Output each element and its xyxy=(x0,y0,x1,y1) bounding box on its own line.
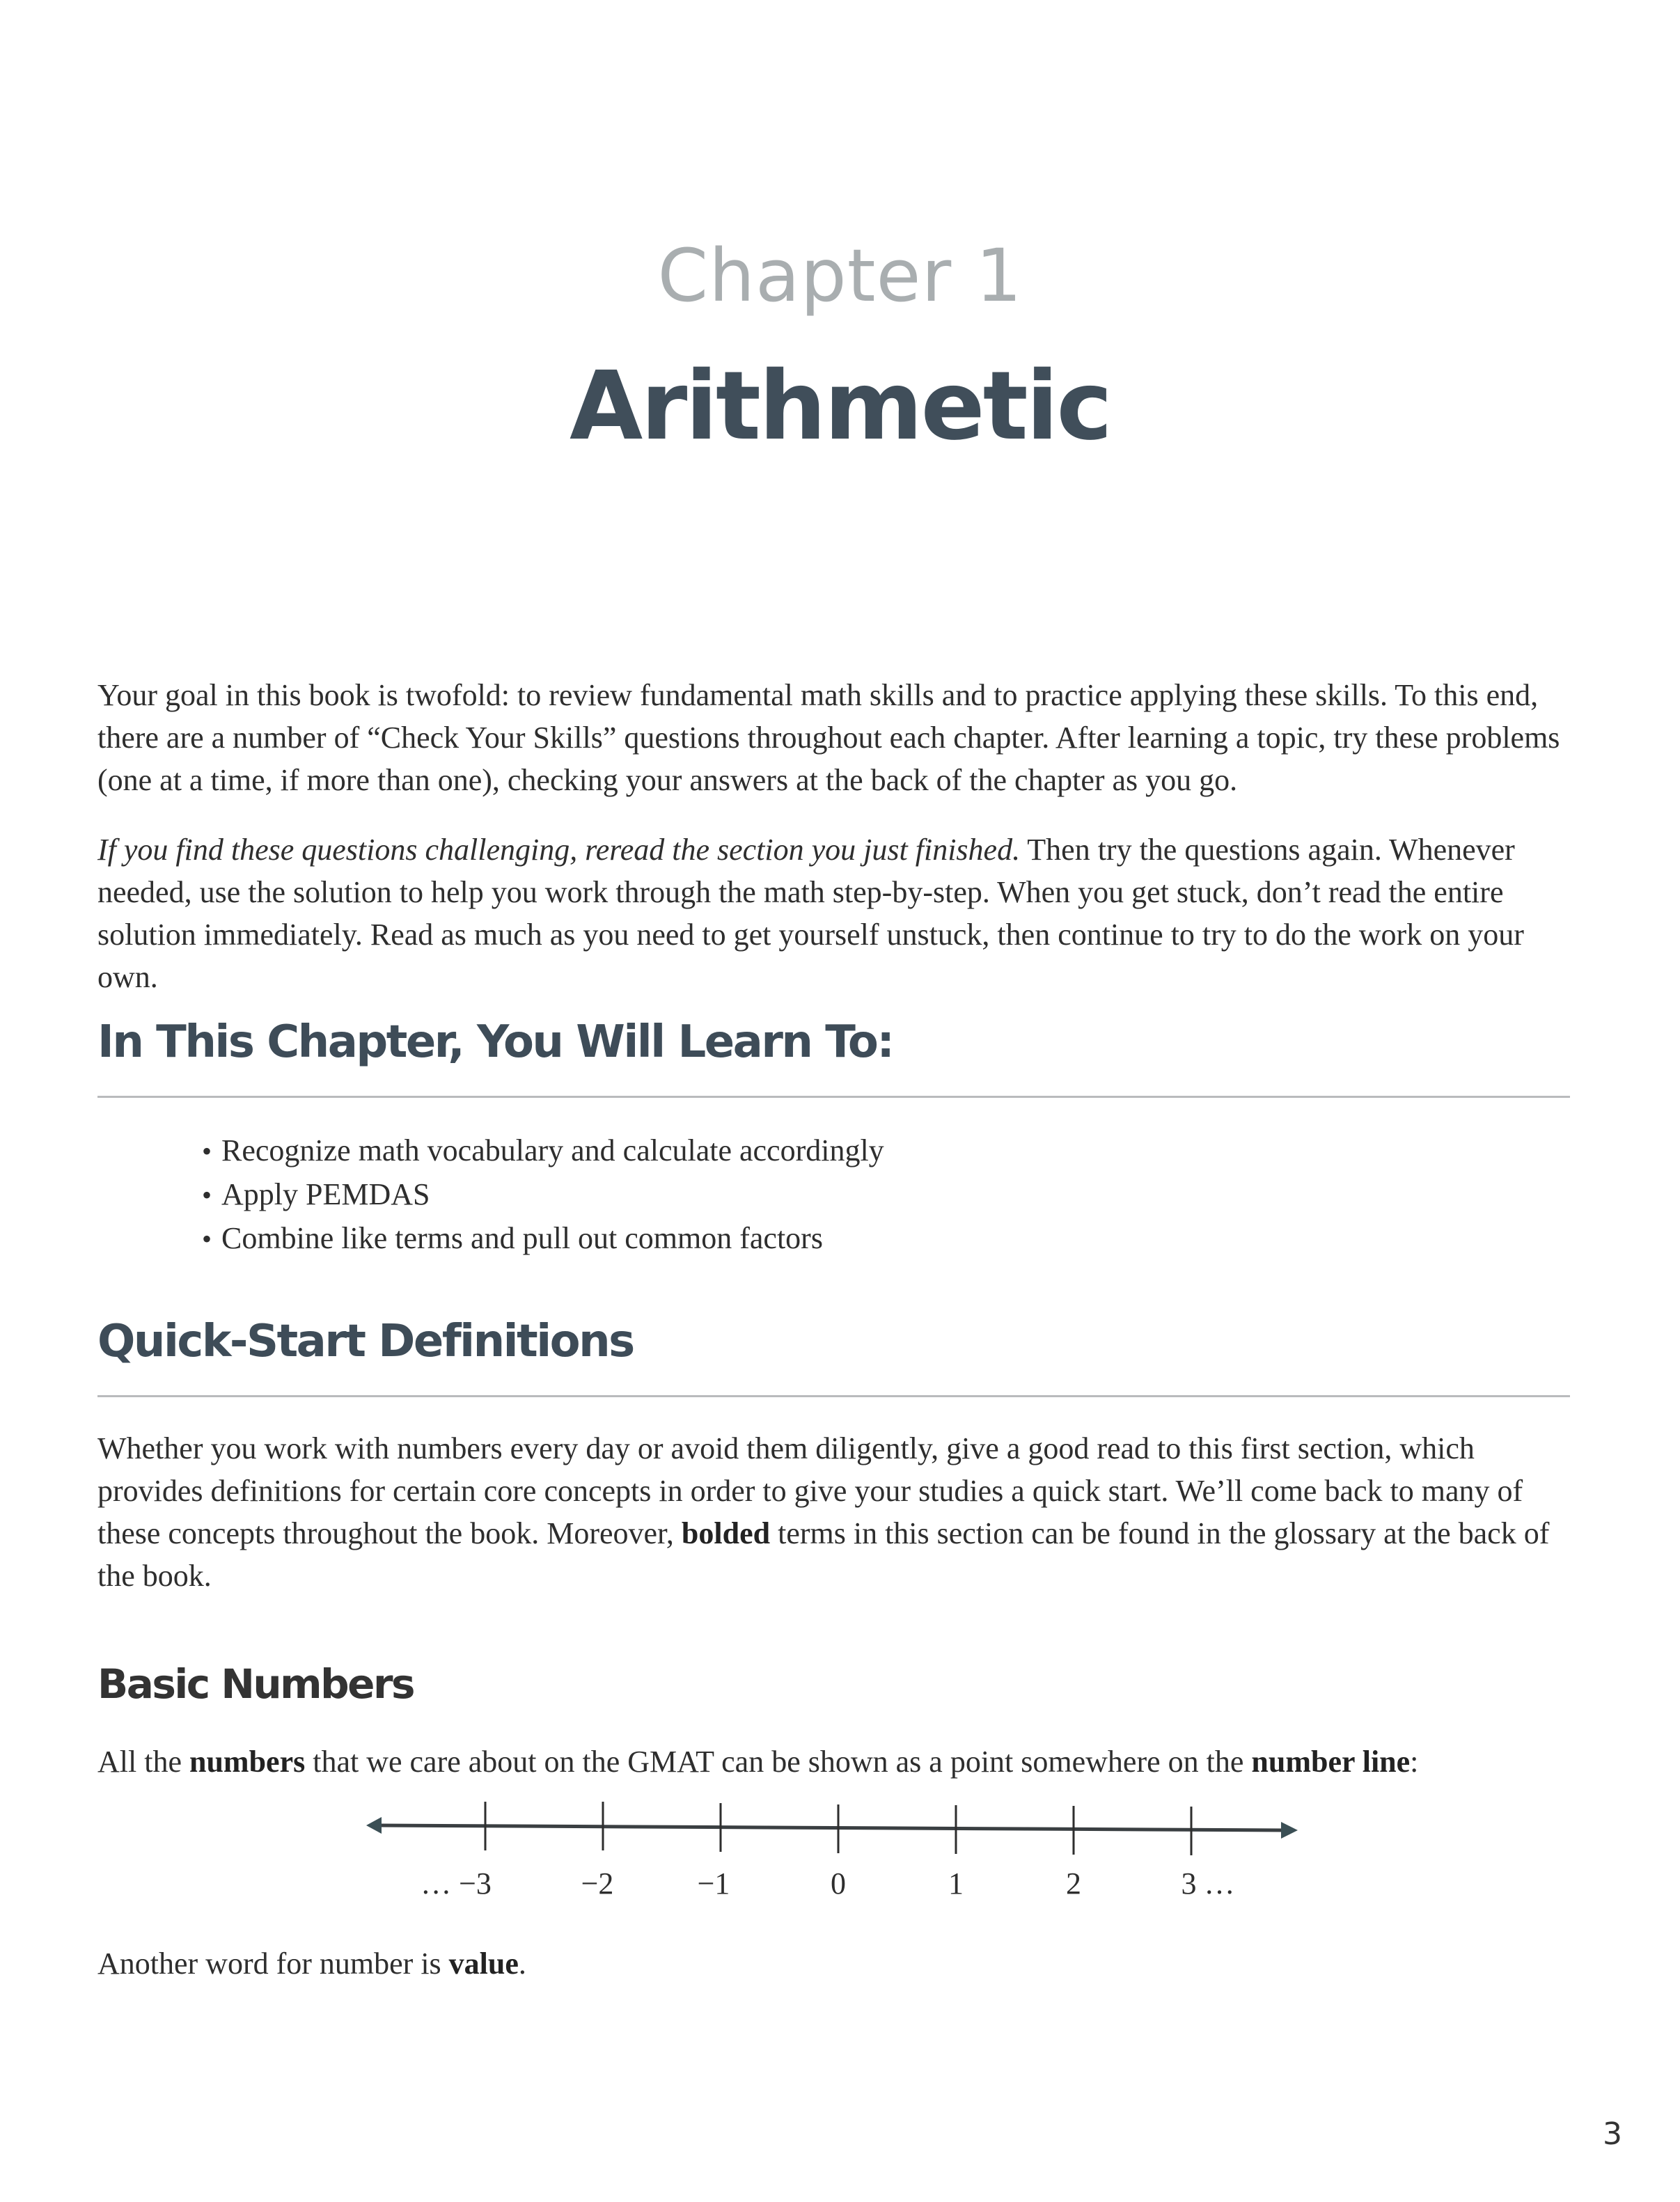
number-line-label: 0 xyxy=(831,1866,846,1901)
text: . xyxy=(518,1947,526,1981)
number-line-label: 2 xyxy=(1066,1866,1081,1901)
bolded-term: bolded xyxy=(681,1516,771,1550)
number-line-label: 3 … xyxy=(1181,1866,1235,1901)
text: Another word for number is xyxy=(97,1947,449,1981)
bolded-term-value: value xyxy=(448,1947,519,1981)
intro-paragraph-1: Your goal in this book is twofold: to review fundamental math skills and to practice applying these skills. To this end, there are a number of “Check Your Skills” questions throughout each chapter. After learning a topic, try these problems (one at a time, if more than one), checking your answers at the back of the chapter as you go. xyxy=(97,678,1560,797)
number-line-axis xyxy=(379,1825,1285,1830)
intro-paragraph-2 xyxy=(97,828,1580,998)
page-number: 3 xyxy=(1603,2116,1622,2152)
bolded-term-number-line: number line xyxy=(1251,1745,1411,1779)
learn-objective-item: • Combine like terms and pull out common factors xyxy=(202,1217,884,1261)
intro-paragraph-2-rest: Then try the questions again. Whenever needed, use the solution to help you work through the math step-by-step. When you get stuck, don’t read the entire solution immediately. Read as much as you need to get yourself unstuck, then continue to try to do the work on your own. xyxy=(97,833,1524,994)
number-line-label: … −3 xyxy=(421,1866,492,1901)
learn-objective-item: • Recognize math vocabulary and calculate accordingly xyxy=(202,1129,884,1173)
right-arrow-icon xyxy=(1281,1822,1298,1839)
text: that we care about on the GMAT can be shown as a point somewhere on the xyxy=(305,1745,1252,1779)
definitions-paragraph xyxy=(97,1427,1580,1597)
definitions-heading-divider xyxy=(97,1395,1570,1397)
text: : xyxy=(1410,1745,1419,1779)
definitions-heading: Quick-Start Definitions xyxy=(97,1316,634,1367)
learn-objectives-list xyxy=(202,1129,884,1261)
intro-italic-tip: If you find these questions challenging, reread the section you just finished. xyxy=(97,833,1021,867)
left-arrow-icon xyxy=(366,1817,382,1834)
number-line-label: −1 xyxy=(697,1866,730,1901)
chapter-label: Chapter 1 xyxy=(657,233,1023,318)
text: All the xyxy=(97,1745,189,1779)
learn-heading-divider xyxy=(97,1096,1570,1098)
number-line-intro xyxy=(97,1740,1580,1783)
number-line-label: −2 xyxy=(581,1866,614,1901)
definitions-text: Whether you work with numbers every day or avoid them diligently, give a good read to this first section, which provides definitions for certain core concepts in order to give your studies a quick start. We’ll come back to many of these concepts throughout the book. Moreover, xyxy=(97,1431,1523,1550)
learn-heading: In This Chapter, You Will Learn To: xyxy=(97,1016,893,1068)
chapter-title: Arithmetic xyxy=(570,352,1110,462)
basic-numbers-heading: Basic Numbers xyxy=(97,1660,414,1708)
number-line-label: 1 xyxy=(948,1866,964,1901)
bolded-term-numbers: numbers xyxy=(189,1745,306,1779)
value-definition xyxy=(97,1942,1580,1985)
learn-objective-item: • Apply PEMDAS xyxy=(202,1173,884,1217)
definitions-text-end: terms in this section can be found in the glossary at the back of the book. xyxy=(97,1516,1550,1593)
